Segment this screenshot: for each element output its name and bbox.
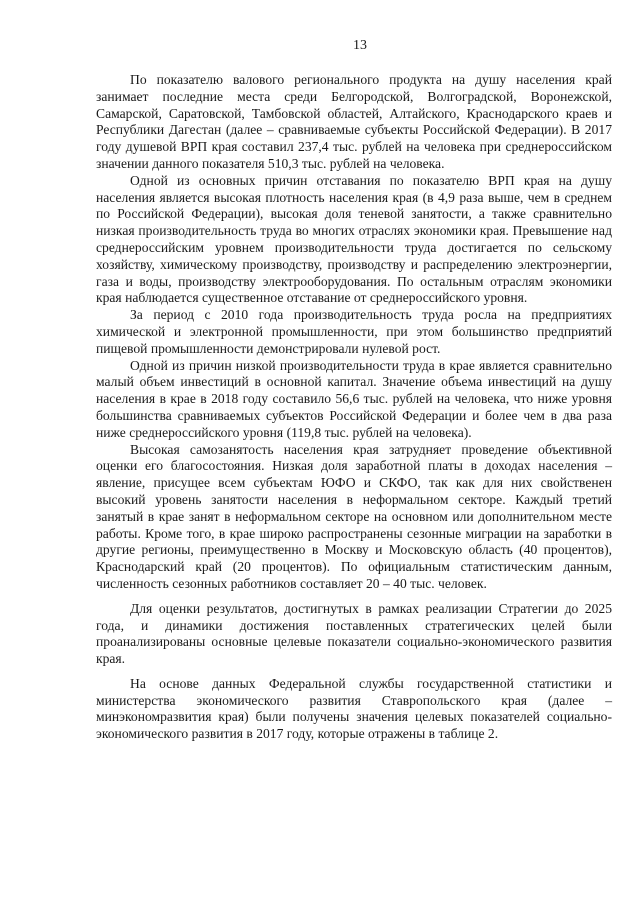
paragraph-strategy-evaluation: Для оценки результатов, достигнутых в рамках реализации Стратегии до 2025 года, и динамики достижения поставленных стратегических целей были проанализированы основные целевые показатели социально-экономического развития края. <box>96 600 612 667</box>
paragraph-lag-reasons: Одной из основных причин отставания по показателю ВРП края на душу населения является высокая плотность населения края (в 4,9 раза выше, чем в среднем по Российской Федерации), высокая доля теневой занятости, а также сравнительно низкая производительность труда во многих отраслях экономики края. Превышение над среднероссийским уровнем производительности труда достигается по сельскому хозяйству, химическому производству, производству и распределению электроэнергии, газа и воды, производству электрооборудования. По остальным отраслям экономики края наблюдается существенное отставание от среднероссийского уровня. <box>96 172 612 306</box>
paragraph-self-employment: Высокая самозанятость населения края затрудняет проведение объективной оценки его благосостояния. Низкая доля заработной платы в доходах населения – явление, присущее всем субъектам ЮФО и СКФО, так как для них свойственен высокий уровень занятости населения в неформальном секторе. Каждый третий занятый в крае занят в неформальном секторе на основном или дополнительном месте работы. Кроме того, в крае широко распространены сезонные миграции на заработки в другие регионы, преимущественно в Москву и Московскую область (40 процентов), Краснодарский край (20 процентов). По официальным статистическим данным, численность сезонных работников составляет 20 – 40 тыс. человек. <box>96 441 612 591</box>
paragraph-grp-per-capita: По показателю валового регионального продукта на душу населения край занимает последние места среди Белгородской, Волгоградской, Воронежской, Самарской, Саратовской, Тамбовской областей, Алтайского, Краснодарского краев и Республики Дагестан (далее – сравниваемые субъекты Российской Федерации). В 2017 году душевой ВРП края составил 237,4 тыс. рублей на человека при среднероссийском значении данного показателя 510,3 тыс. рублей на человека. <box>96 72 612 171</box>
page-number: 13 <box>353 38 367 53</box>
paragraph-productivity-growth: За период с 2010 года производительность труда росла на предприятиях химической и электронной промышленности, при этом большинство предприятий пищевой промышленности демонстрировали нулевой рост. <box>96 307 612 356</box>
paragraph-investment: Одной из причин низкой производительности труда в крае является сравнительно малый объем инвестиций в основной капитал. Значение объема инвестиций на душу населения в крае в 2018 году составило 56,6 тыс. рублей на человека, что ниже уровня большинства сравниваемых субъектов Российской Федерации и более чем в два раза ниже среднероссийского уровня (119,8 тыс. рублей на человека). <box>96 357 612 440</box>
paragraph-target-indicators: На основе данных Федеральной службы государственной статистики и министерства экономического развития Ставропольского края (далее – минэкономразвития края) были получены значения целевых показателей социально-экономического развития в 2017 году, которые отражены в таблице 2. <box>96 675 612 742</box>
